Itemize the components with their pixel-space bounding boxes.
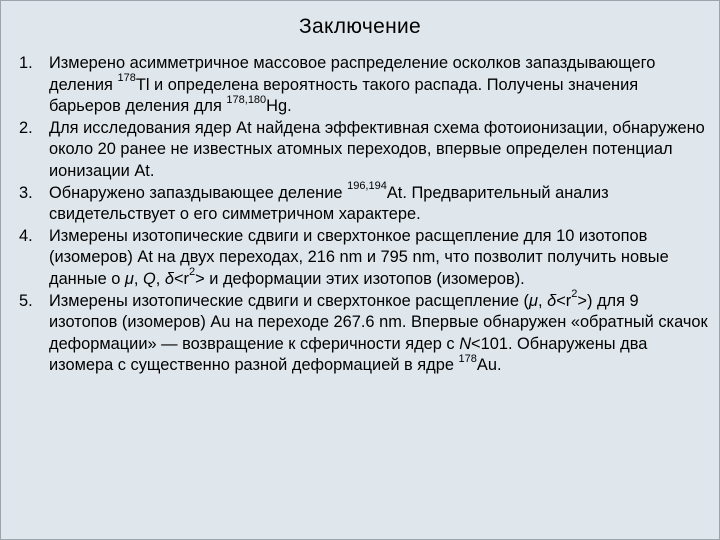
list-item (19, 53, 709, 118)
superscript: 2 (189, 266, 196, 279)
item-number: 4. (19, 226, 33, 245)
separator: , (133, 269, 143, 288)
symbol-mu: μ (529, 291, 539, 310)
superscript: 2 (571, 288, 578, 301)
list-item (19, 118, 709, 183)
symbol-r: <r (556, 291, 572, 310)
item-text: Hg. (266, 97, 292, 116)
symbol-delta: δ (547, 291, 557, 310)
conclusion-list (19, 53, 709, 377)
item-number: 2. (19, 118, 33, 137)
superscript: 178 (458, 352, 477, 365)
item-text: <101. Обнаружены два изомера с существенно разной деформацией в ядре (49, 334, 648, 375)
item-text: Измерены изотопические сдвиги и сверхтонкое расщепление для 10 изотопов (изомеров) At на двух переходах, 216 nm и 795 nm, что позволит получить новые данные о (49, 226, 669, 288)
superscript: 196,194 (347, 180, 387, 193)
superscript: 178,180 (226, 93, 267, 106)
symbol-q: Q (143, 269, 156, 288)
symbol-n: N (459, 334, 472, 353)
separator: , (538, 291, 548, 310)
item-number: 5. (19, 291, 33, 310)
list-item (19, 288, 709, 377)
list-item (19, 226, 709, 291)
item-text: >) для 9 изотопов (изомеров) Au на переходе 267.6 nm. Впервые обнаружен «обратный скачок деформации» — возвращение к сферичности ядер с (49, 291, 708, 353)
separator: , (155, 269, 165, 288)
item-text: > и деформации этих изотопов (изомеров). (195, 269, 525, 288)
slide-title: Заключение (299, 15, 421, 38)
symbol-r: <r (173, 269, 189, 288)
symbol-mu: μ (124, 269, 134, 288)
item-text: Измерены изотопические сдвиги и сверхтонкое расщепление ( (49, 291, 530, 310)
symbol-delta: δ (164, 269, 174, 288)
item-number: 1. (19, 54, 33, 72)
item-text: At. Предварительный анализ свидетельствует о его симметричном характере. (49, 183, 609, 224)
superscript: 178 (117, 72, 136, 85)
item-text: Для исследования ядер At найдена эффективная схема фотоионизации, обнаружено около 20 ранее не известных атомных переходов, впервые определен потенциал ионизации At. (49, 118, 705, 180)
item-text: Измерено асимметричное массовое распределение осколков запаздывающего деления (49, 54, 656, 94)
item-text: Обнаружено запаздывающее деление (49, 183, 348, 202)
item-text: Tl и определена вероятность такого распада. Получены значения барьеров деления для (49, 75, 639, 116)
item-number: 3. (19, 183, 33, 202)
list-item (19, 180, 709, 226)
item-text: Au. (476, 356, 502, 375)
